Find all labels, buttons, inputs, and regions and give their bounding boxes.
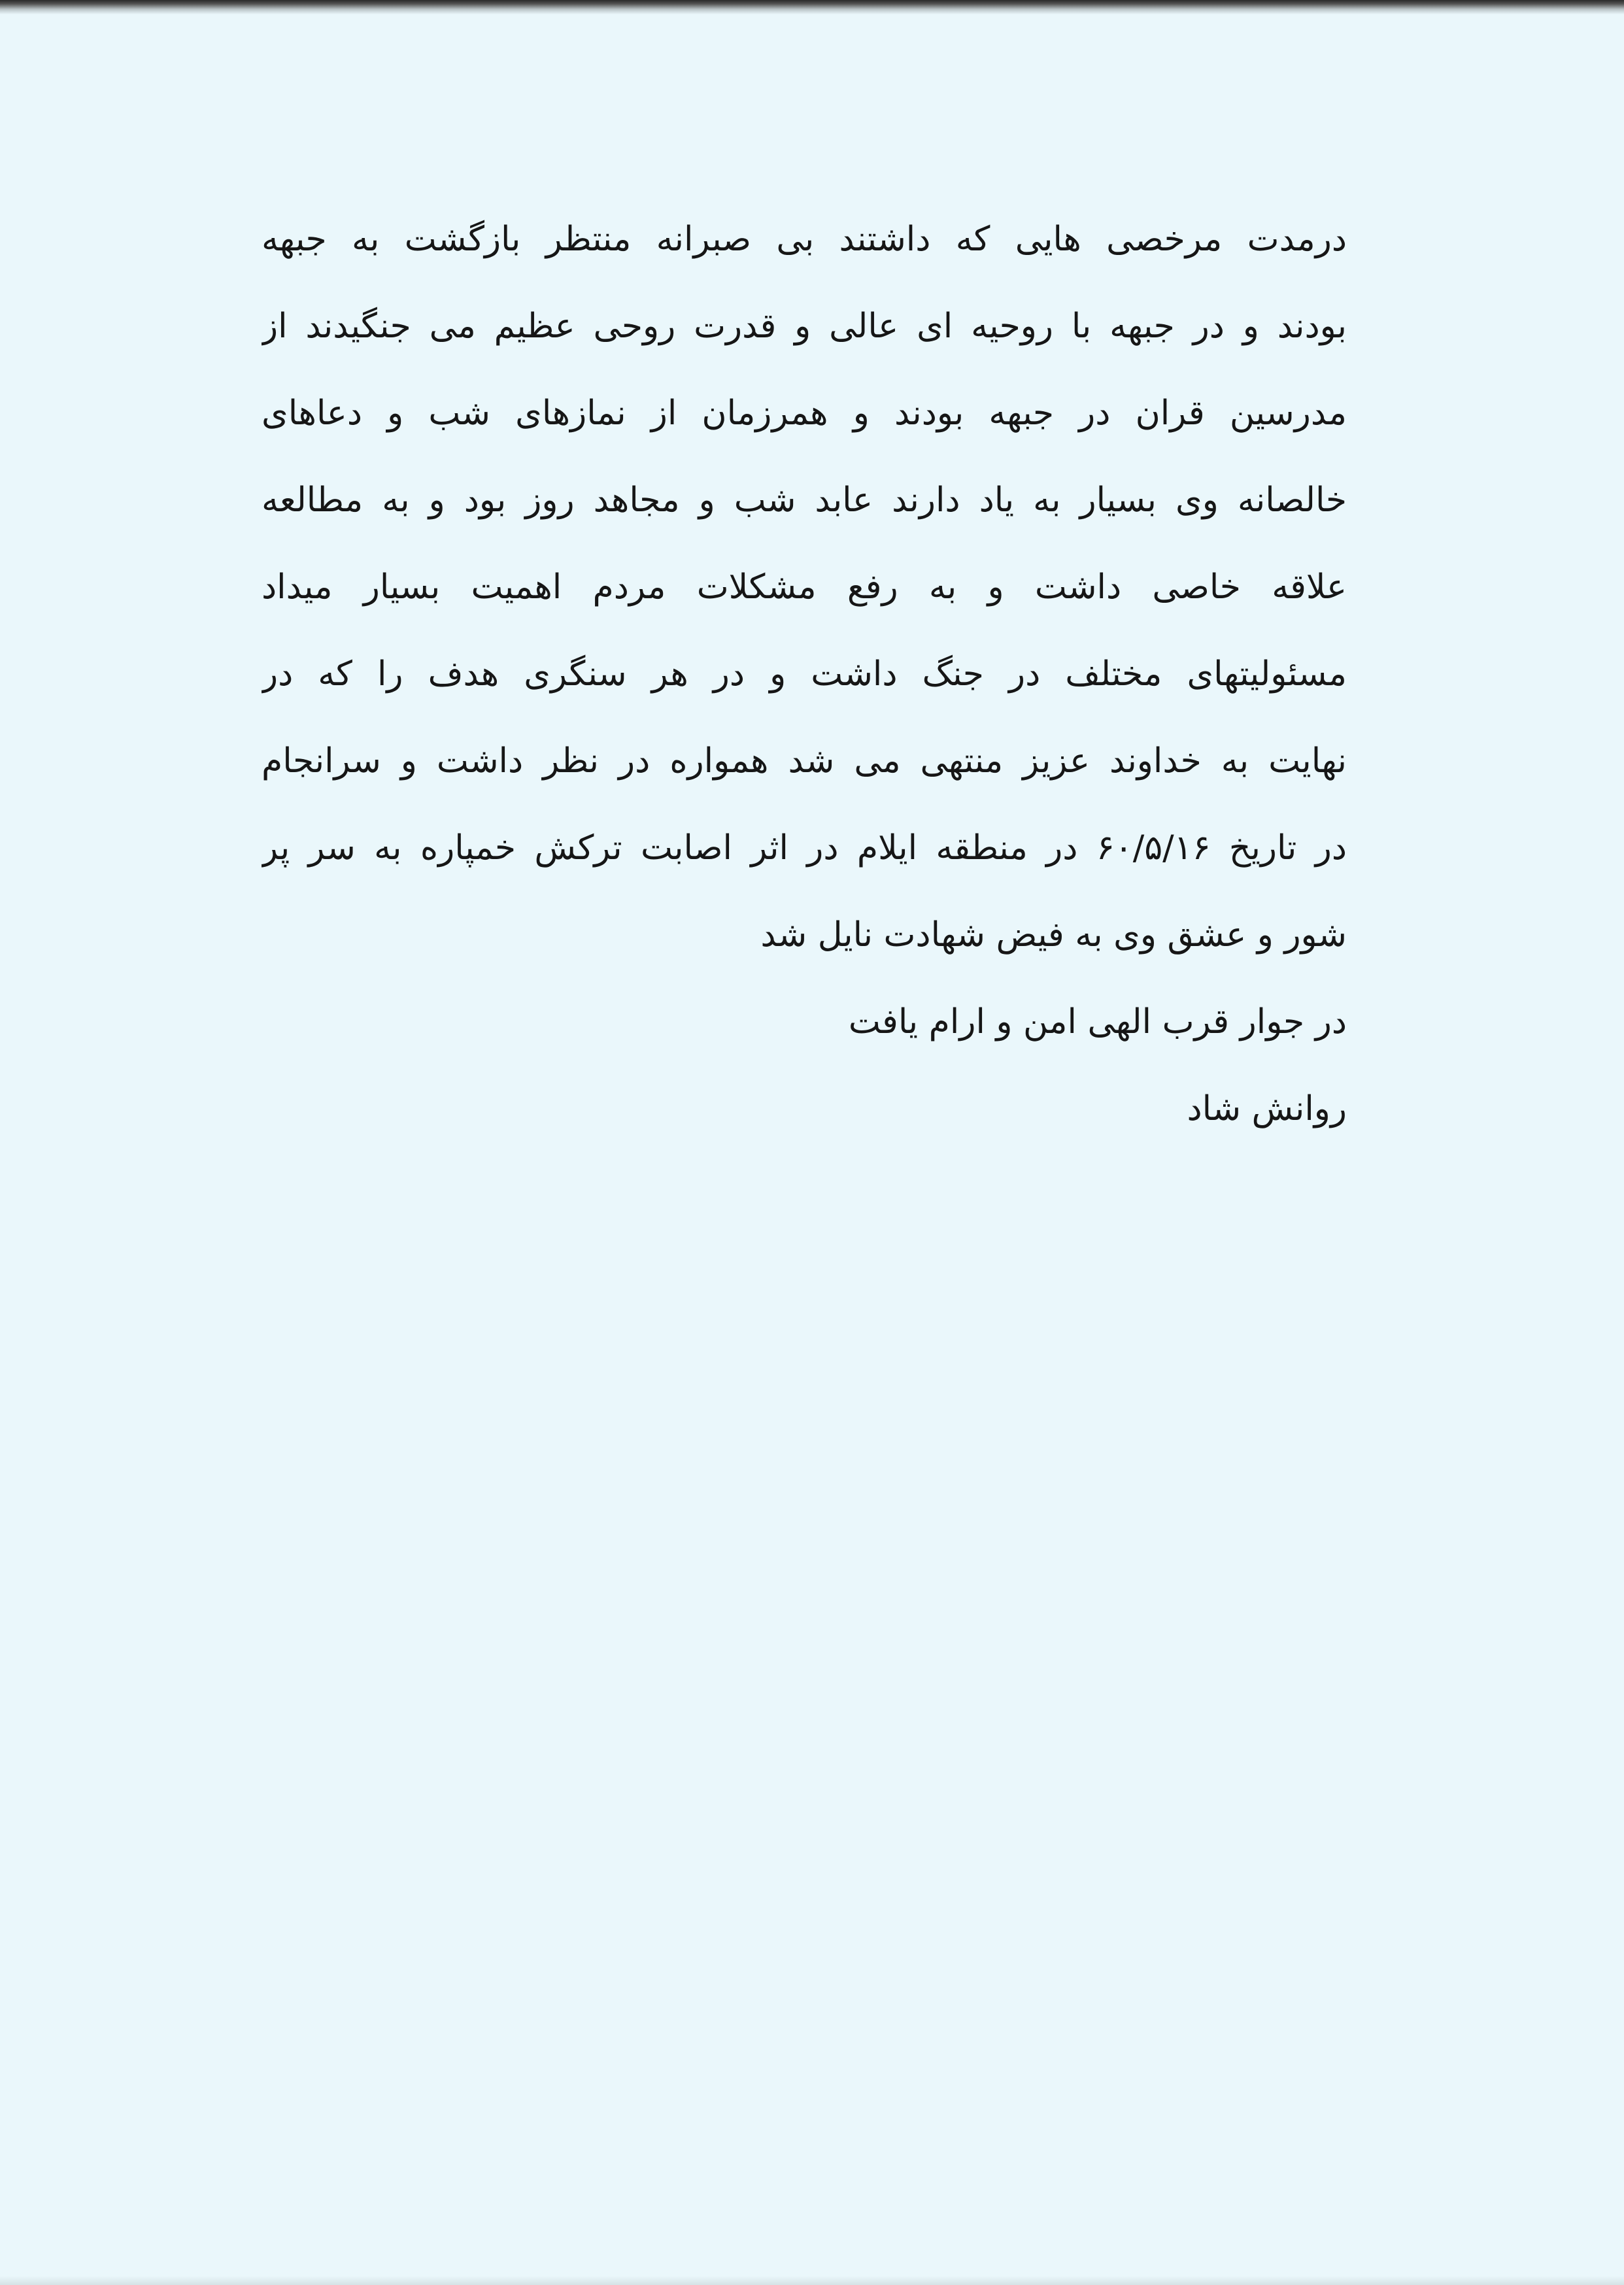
text-line-11: روانش شاد <box>1187 1089 1347 1128</box>
text-line-5: علاقه خاصی داشت و به رفع مشکلات مردم اهمیت بسیار میداد <box>262 567 1347 607</box>
text-line-6: مسئولیتهای مختلف در جنگ داشت و در هر سنگری هدف را که در <box>262 654 1347 694</box>
text-line-4: خالصانه وی بسیار به یاد دارند عابد شب و مجاهد روز بود و به مطالعه <box>262 481 1347 520</box>
text-line-1: درمدت مرخصی هایی که داشتند بی صبرانه منتظر بازگشت به جبهه <box>262 220 1347 259</box>
text-line-10: در جوار قرب الهی امن و ارام یافت <box>848 1002 1347 1041</box>
text-line-3: مدرسین قران در جبهه بودند و همرزمان از نمازهای شب و دعاهای <box>262 394 1347 433</box>
text-line-7: نهایت به خداوند عزیز منتهی می شد همواره در نظر داشت و سرانجام <box>262 741 1347 781</box>
scan-bottom-edge <box>0 2276 1624 2285</box>
document-body <box>262 196 1347 1153</box>
scan-top-edge <box>0 0 1624 14</box>
text-line-9: شور و عشق وی به فیض شهادت نایل شد <box>760 915 1347 955</box>
text-line-8: در تاریخ ۶۰/۵/۱۶ در منطقه ایلام در اثر اصابت ترکش خمپاره به سر پر <box>262 828 1347 868</box>
text-line-2: بودند و در جبهه با روحیه ای عالی و قدرت روحی عظیم می جنگیدند از <box>262 307 1347 346</box>
